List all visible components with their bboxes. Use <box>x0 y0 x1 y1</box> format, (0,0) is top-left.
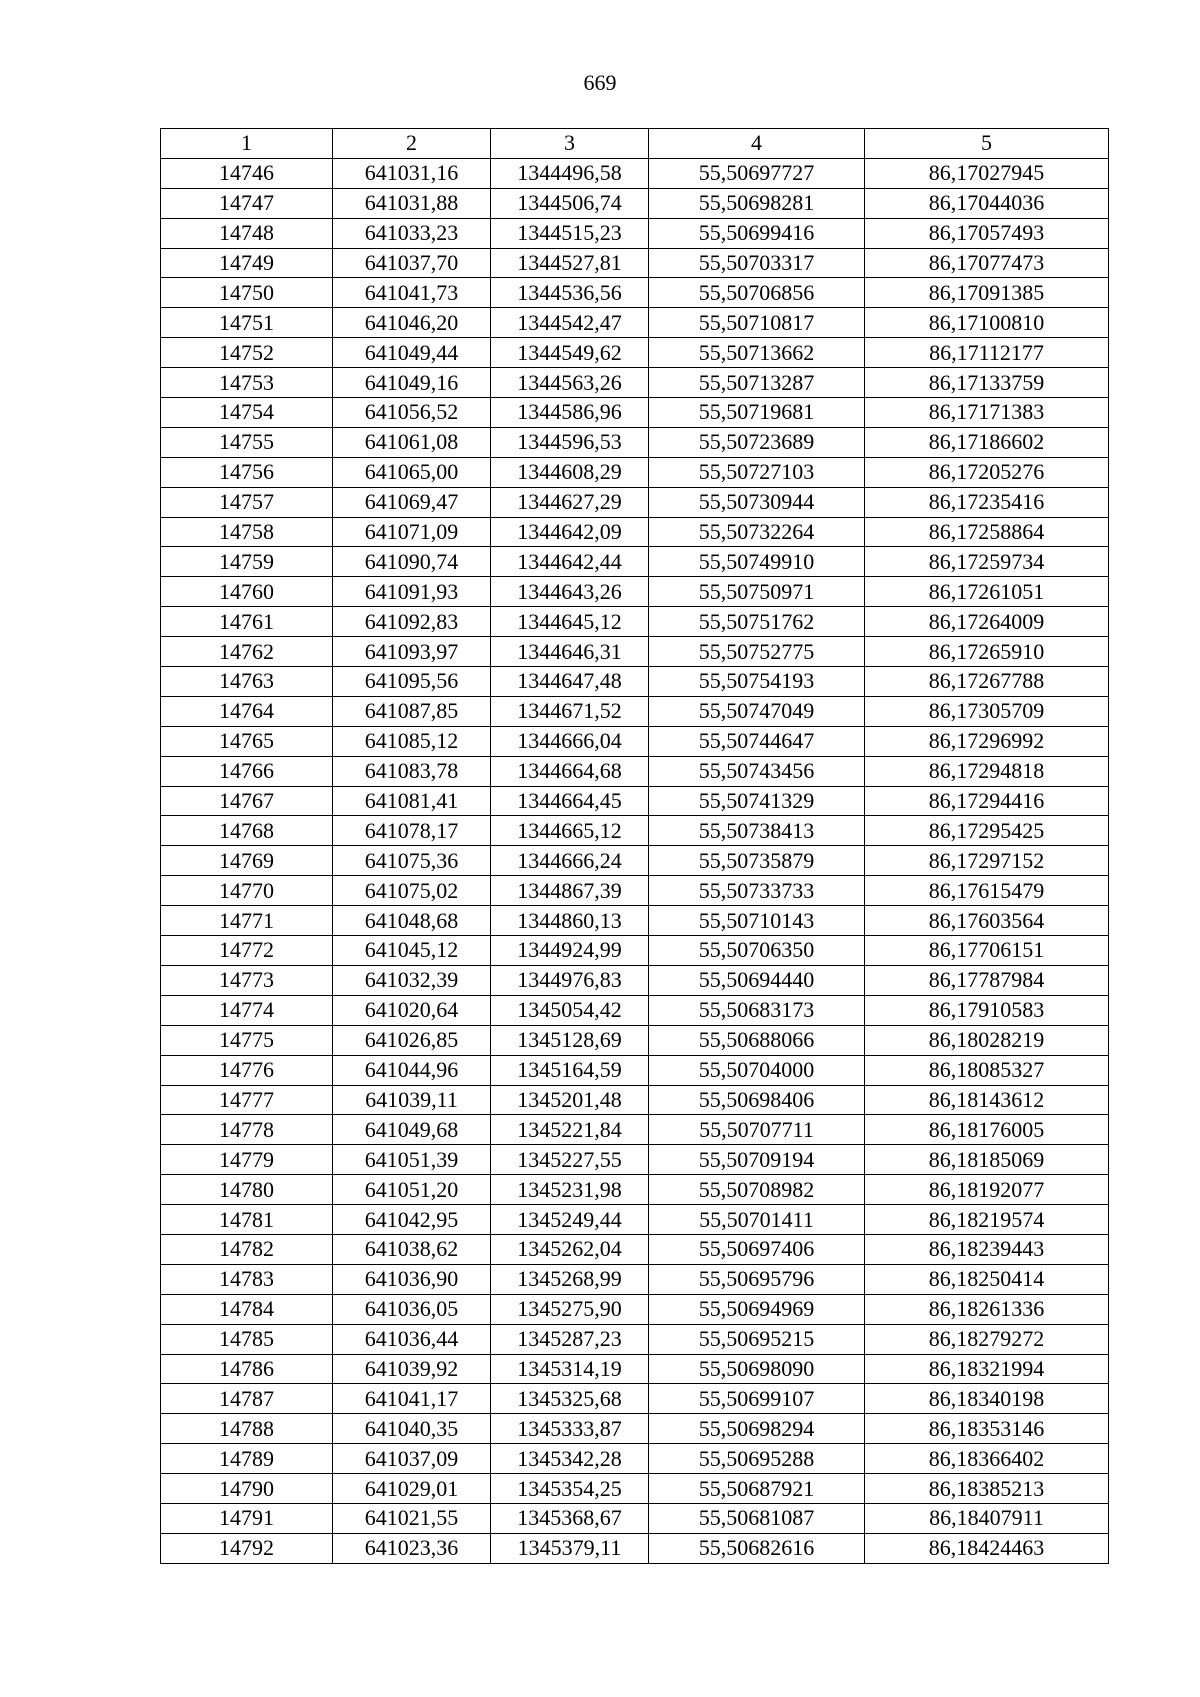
column-header-1: 1 <box>161 129 333 159</box>
longitude-cell: 86,18321994 <box>865 1354 1109 1384</box>
table-row <box>161 547 1109 577</box>
y-coordinate-cell: 1344596,53 <box>491 427 649 457</box>
latitude-cell: 55,50682616 <box>649 1533 865 1563</box>
point-number-cell: 14747 <box>161 188 333 218</box>
y-coordinate-cell: 1344924,99 <box>491 936 649 966</box>
longitude-cell: 86,17615479 <box>865 876 1109 906</box>
y-coordinate-cell: 1344643,26 <box>491 577 649 607</box>
latitude-cell: 55,50751762 <box>649 607 865 637</box>
x-coordinate-cell: 641078,17 <box>333 816 491 846</box>
y-coordinate-cell: 1345275,90 <box>491 1294 649 1324</box>
table-row <box>161 1115 1109 1145</box>
x-coordinate-cell: 641065,00 <box>333 457 491 487</box>
table-row <box>161 1444 1109 1474</box>
x-coordinate-cell: 641023,36 <box>333 1533 491 1563</box>
longitude-cell: 86,18407911 <box>865 1503 1109 1533</box>
point-number-cell: 14786 <box>161 1354 333 1384</box>
longitude-cell: 86,17787984 <box>865 965 1109 995</box>
y-coordinate-cell: 1345268,99 <box>491 1264 649 1294</box>
point-number-cell: 14756 <box>161 457 333 487</box>
table-row <box>161 1354 1109 1384</box>
column-header-4: 4 <box>649 129 865 159</box>
longitude-cell: 86,18176005 <box>865 1115 1109 1145</box>
longitude-cell: 86,17259734 <box>865 547 1109 577</box>
y-coordinate-cell: 1344860,13 <box>491 906 649 936</box>
latitude-cell: 55,50719681 <box>649 398 865 428</box>
y-coordinate-cell: 1344563,26 <box>491 368 649 398</box>
longitude-cell: 86,17294818 <box>865 756 1109 786</box>
latitude-cell: 55,50741329 <box>649 786 865 816</box>
y-coordinate-cell: 1344671,52 <box>491 696 649 726</box>
x-coordinate-cell: 641085,12 <box>333 726 491 756</box>
y-coordinate-cell: 1345368,67 <box>491 1503 649 1533</box>
longitude-cell: 86,18239443 <box>865 1234 1109 1264</box>
y-coordinate-cell: 1344647,48 <box>491 667 649 697</box>
x-coordinate-cell: 641091,93 <box>333 577 491 607</box>
point-number-cell: 14751 <box>161 308 333 338</box>
latitude-cell: 55,50694969 <box>649 1294 865 1324</box>
table-row <box>161 1503 1109 1533</box>
x-coordinate-cell: 641036,90 <box>333 1264 491 1294</box>
longitude-cell: 86,17112177 <box>865 338 1109 368</box>
latitude-cell: 55,50707711 <box>649 1115 865 1145</box>
latitude-cell: 55,50733733 <box>649 876 865 906</box>
latitude-cell: 55,50747049 <box>649 696 865 726</box>
x-coordinate-cell: 641040,35 <box>333 1414 491 1444</box>
table-row <box>161 607 1109 637</box>
table-row <box>161 1294 1109 1324</box>
x-coordinate-cell: 641031,16 <box>333 158 491 188</box>
point-number-cell: 14764 <box>161 696 333 726</box>
y-coordinate-cell: 1345221,84 <box>491 1115 649 1145</box>
y-coordinate-cell: 1345325,68 <box>491 1384 649 1414</box>
longitude-cell: 86,18250414 <box>865 1264 1109 1294</box>
longitude-cell: 86,17295425 <box>865 816 1109 846</box>
longitude-cell: 86,17296992 <box>865 726 1109 756</box>
table-row <box>161 308 1109 338</box>
table-row <box>161 577 1109 607</box>
y-coordinate-cell: 1345201,48 <box>491 1085 649 1115</box>
y-coordinate-cell: 1344542,47 <box>491 308 649 338</box>
latitude-cell: 55,50699107 <box>649 1384 865 1414</box>
longitude-cell: 86,17267788 <box>865 667 1109 697</box>
table-row <box>161 487 1109 517</box>
table-header-row <box>161 129 1109 159</box>
latitude-cell: 55,50732264 <box>649 517 865 547</box>
y-coordinate-cell: 1345314,19 <box>491 1354 649 1384</box>
longitude-cell: 86,18219574 <box>865 1205 1109 1235</box>
longitude-cell: 86,18085327 <box>865 1055 1109 1085</box>
latitude-cell: 55,50723689 <box>649 427 865 457</box>
x-coordinate-cell: 641021,55 <box>333 1503 491 1533</box>
latitude-cell: 55,50695288 <box>649 1444 865 1474</box>
table-row <box>161 1264 1109 1294</box>
x-coordinate-cell: 641038,62 <box>333 1234 491 1264</box>
longitude-cell: 86,18340198 <box>865 1384 1109 1414</box>
table-row <box>161 756 1109 786</box>
table-row <box>161 1205 1109 1235</box>
latitude-cell: 55,50730944 <box>649 487 865 517</box>
point-number-cell: 14762 <box>161 637 333 667</box>
x-coordinate-cell: 641033,23 <box>333 218 491 248</box>
point-number-cell: 14778 <box>161 1115 333 1145</box>
latitude-cell: 55,50694440 <box>649 965 865 995</box>
y-coordinate-cell: 1345342,28 <box>491 1444 649 1474</box>
y-coordinate-cell: 1345262,04 <box>491 1234 649 1264</box>
longitude-cell: 86,18143612 <box>865 1085 1109 1115</box>
point-number-cell: 14768 <box>161 816 333 846</box>
point-number-cell: 14749 <box>161 248 333 278</box>
x-coordinate-cell: 641042,95 <box>333 1205 491 1235</box>
longitude-cell: 86,17171383 <box>865 398 1109 428</box>
longitude-cell: 86,18185069 <box>865 1145 1109 1175</box>
x-coordinate-cell: 641049,44 <box>333 338 491 368</box>
point-number-cell: 14758 <box>161 517 333 547</box>
y-coordinate-cell: 1344642,09 <box>491 517 649 547</box>
y-coordinate-cell: 1344666,04 <box>491 726 649 756</box>
y-coordinate-cell: 1344608,29 <box>491 457 649 487</box>
x-coordinate-cell: 641071,09 <box>333 517 491 547</box>
latitude-cell: 55,50710817 <box>649 308 865 338</box>
table-row <box>161 1025 1109 1055</box>
latitude-cell: 55,50683173 <box>649 995 865 1025</box>
table-row <box>161 936 1109 966</box>
point-number-cell: 14752 <box>161 338 333 368</box>
latitude-cell: 55,50697727 <box>649 158 865 188</box>
point-number-cell: 14757 <box>161 487 333 517</box>
y-coordinate-cell: 1344642,44 <box>491 547 649 577</box>
table-row <box>161 188 1109 218</box>
longitude-cell: 86,18385213 <box>865 1474 1109 1504</box>
latitude-cell: 55,50701411 <box>649 1205 865 1235</box>
x-coordinate-cell: 641044,96 <box>333 1055 491 1085</box>
x-coordinate-cell: 641049,68 <box>333 1115 491 1145</box>
y-coordinate-cell: 1344867,39 <box>491 876 649 906</box>
point-number-cell: 14789 <box>161 1444 333 1474</box>
point-number-cell: 14746 <box>161 158 333 188</box>
table-body <box>161 158 1109 1563</box>
x-coordinate-cell: 641092,83 <box>333 607 491 637</box>
longitude-cell: 86,18192077 <box>865 1175 1109 1205</box>
x-coordinate-cell: 641083,78 <box>333 756 491 786</box>
point-number-cell: 14753 <box>161 368 333 398</box>
x-coordinate-cell: 641049,16 <box>333 368 491 398</box>
point-number-cell: 14767 <box>161 786 333 816</box>
table-row <box>161 816 1109 846</box>
point-number-cell: 14774 <box>161 995 333 1025</box>
table-row <box>161 637 1109 667</box>
longitude-cell: 86,17910583 <box>865 995 1109 1025</box>
y-coordinate-cell: 1344496,58 <box>491 158 649 188</box>
y-coordinate-cell: 1345231,98 <box>491 1175 649 1205</box>
longitude-cell: 86,18353146 <box>865 1414 1109 1444</box>
table-row <box>161 876 1109 906</box>
latitude-cell: 55,50727103 <box>649 457 865 487</box>
longitude-cell: 86,17258864 <box>865 517 1109 547</box>
latitude-cell: 55,50738413 <box>649 816 865 846</box>
table-row <box>161 1145 1109 1175</box>
x-coordinate-cell: 641061,08 <box>333 427 491 457</box>
longitude-cell: 86,17261051 <box>865 577 1109 607</box>
y-coordinate-cell: 1345287,23 <box>491 1324 649 1354</box>
table-row <box>161 995 1109 1025</box>
longitude-cell: 86,17027945 <box>865 158 1109 188</box>
column-header-3: 3 <box>491 129 649 159</box>
x-coordinate-cell: 641051,20 <box>333 1175 491 1205</box>
table-row <box>161 726 1109 756</box>
longitude-cell: 86,17305709 <box>865 696 1109 726</box>
table-row <box>161 368 1109 398</box>
x-coordinate-cell: 641031,88 <box>333 188 491 218</box>
x-coordinate-cell: 641056,52 <box>333 398 491 428</box>
table-row <box>161 1175 1109 1205</box>
x-coordinate-cell: 641087,85 <box>333 696 491 726</box>
latitude-cell: 55,50698090 <box>649 1354 865 1384</box>
y-coordinate-cell: 1344506,74 <box>491 188 649 218</box>
table-row <box>161 1533 1109 1563</box>
point-number-cell: 14771 <box>161 906 333 936</box>
table-row <box>161 158 1109 188</box>
y-coordinate-cell: 1345164,59 <box>491 1055 649 1085</box>
latitude-cell: 55,50698281 <box>649 188 865 218</box>
page-number: 669 <box>583 70 617 95</box>
point-number-cell: 14754 <box>161 398 333 428</box>
column-header-5: 5 <box>865 129 1109 159</box>
latitude-cell: 55,50750971 <box>649 577 865 607</box>
y-coordinate-cell: 1344664,45 <box>491 786 649 816</box>
y-coordinate-cell: 1344665,12 <box>491 816 649 846</box>
longitude-cell: 86,17100810 <box>865 308 1109 338</box>
longitude-cell: 86,18424463 <box>865 1533 1109 1563</box>
longitude-cell: 86,18279272 <box>865 1324 1109 1354</box>
latitude-cell: 55,50743456 <box>649 756 865 786</box>
latitude-cell: 55,50706856 <box>649 278 865 308</box>
latitude-cell: 55,50749910 <box>649 547 865 577</box>
point-number-cell: 14791 <box>161 1503 333 1533</box>
longitude-cell: 86,17205276 <box>865 457 1109 487</box>
point-number-cell: 14776 <box>161 1055 333 1085</box>
longitude-cell: 86,17265910 <box>865 637 1109 667</box>
table-row <box>161 846 1109 876</box>
longitude-cell: 86,17264009 <box>865 607 1109 637</box>
y-coordinate-cell: 1344515,23 <box>491 218 649 248</box>
table-row <box>161 248 1109 278</box>
y-coordinate-cell: 1345354,25 <box>491 1474 649 1504</box>
x-coordinate-cell: 641037,70 <box>333 248 491 278</box>
x-coordinate-cell: 641045,12 <box>333 936 491 966</box>
longitude-cell: 86,17044036 <box>865 188 1109 218</box>
y-coordinate-cell: 1344536,56 <box>491 278 649 308</box>
longitude-cell: 86,18028219 <box>865 1025 1109 1055</box>
table-row <box>161 398 1109 428</box>
y-coordinate-cell: 1344586,96 <box>491 398 649 428</box>
x-coordinate-cell: 641093,97 <box>333 637 491 667</box>
point-number-cell: 14790 <box>161 1474 333 1504</box>
table-row <box>161 906 1109 936</box>
latitude-cell: 55,50709194 <box>649 1145 865 1175</box>
latitude-cell: 55,50698406 <box>649 1085 865 1115</box>
latitude-cell: 55,50698294 <box>649 1414 865 1444</box>
x-coordinate-cell: 641029,01 <box>333 1474 491 1504</box>
point-number-cell: 14775 <box>161 1025 333 1055</box>
y-coordinate-cell: 1345227,55 <box>491 1145 649 1175</box>
table-row <box>161 1055 1109 1085</box>
longitude-cell: 86,17186602 <box>865 427 1109 457</box>
point-number-cell: 14779 <box>161 1145 333 1175</box>
longitude-cell: 86,18366402 <box>865 1444 1109 1474</box>
table-row <box>161 696 1109 726</box>
table-row <box>161 218 1109 248</box>
x-coordinate-cell: 641069,47 <box>333 487 491 517</box>
point-number-cell: 14766 <box>161 756 333 786</box>
x-coordinate-cell: 641036,05 <box>333 1294 491 1324</box>
table-row <box>161 278 1109 308</box>
x-coordinate-cell: 641037,09 <box>333 1444 491 1474</box>
point-number-cell: 14755 <box>161 427 333 457</box>
point-number-cell: 14770 <box>161 876 333 906</box>
latitude-cell: 55,50703317 <box>649 248 865 278</box>
y-coordinate-cell: 1344549,62 <box>491 338 649 368</box>
point-number-cell: 14777 <box>161 1085 333 1115</box>
y-coordinate-cell: 1345128,69 <box>491 1025 649 1055</box>
x-coordinate-cell: 641095,56 <box>333 667 491 697</box>
table-row <box>161 1234 1109 1264</box>
point-number-cell: 14750 <box>161 278 333 308</box>
latitude-cell: 55,50688066 <box>649 1025 865 1055</box>
x-coordinate-cell: 641081,41 <box>333 786 491 816</box>
point-number-cell: 14780 <box>161 1175 333 1205</box>
x-coordinate-cell: 641051,39 <box>333 1145 491 1175</box>
longitude-cell: 86,17091385 <box>865 278 1109 308</box>
x-coordinate-cell: 641090,74 <box>333 547 491 577</box>
point-number-cell: 14763 <box>161 667 333 697</box>
latitude-cell: 55,50744647 <box>649 726 865 756</box>
point-number-cell: 14785 <box>161 1324 333 1354</box>
table-row <box>161 427 1109 457</box>
point-number-cell: 14788 <box>161 1414 333 1444</box>
latitude-cell: 55,50681087 <box>649 1503 865 1533</box>
latitude-cell: 55,50754193 <box>649 667 865 697</box>
latitude-cell: 55,50735879 <box>649 846 865 876</box>
y-coordinate-cell: 1344664,68 <box>491 756 649 786</box>
point-number-cell: 14782 <box>161 1234 333 1264</box>
column-header-2: 2 <box>333 129 491 159</box>
longitude-cell: 86,17077473 <box>865 248 1109 278</box>
point-number-cell: 14761 <box>161 607 333 637</box>
longitude-cell: 86,17235416 <box>865 487 1109 517</box>
x-coordinate-cell: 641020,64 <box>333 995 491 1025</box>
latitude-cell: 55,50708982 <box>649 1175 865 1205</box>
y-coordinate-cell: 1345379,11 <box>491 1533 649 1563</box>
latitude-cell: 55,50695215 <box>649 1324 865 1354</box>
longitude-cell: 86,17297152 <box>865 846 1109 876</box>
x-coordinate-cell: 641039,11 <box>333 1085 491 1115</box>
table-row <box>161 786 1109 816</box>
latitude-cell: 55,50687921 <box>649 1474 865 1504</box>
table-row <box>161 1384 1109 1414</box>
y-coordinate-cell: 1344627,29 <box>491 487 649 517</box>
latitude-cell: 55,50713662 <box>649 338 865 368</box>
y-coordinate-cell: 1345333,87 <box>491 1414 649 1444</box>
latitude-cell: 55,50752775 <box>649 637 865 667</box>
table-row <box>161 1414 1109 1444</box>
point-number-cell: 14769 <box>161 846 333 876</box>
x-coordinate-cell: 641041,17 <box>333 1384 491 1414</box>
x-coordinate-cell: 641039,92 <box>333 1354 491 1384</box>
x-coordinate-cell: 641075,02 <box>333 876 491 906</box>
longitude-cell: 86,17057493 <box>865 218 1109 248</box>
point-number-cell: 14765 <box>161 726 333 756</box>
longitude-cell: 86,17706151 <box>865 936 1109 966</box>
x-coordinate-cell: 641036,44 <box>333 1324 491 1354</box>
table-row <box>161 457 1109 487</box>
y-coordinate-cell: 1344527,81 <box>491 248 649 278</box>
point-number-cell: 14760 <box>161 577 333 607</box>
x-coordinate-cell: 641046,20 <box>333 308 491 338</box>
point-number-cell: 14792 <box>161 1533 333 1563</box>
point-number-cell: 14783 <box>161 1264 333 1294</box>
table-row <box>161 1085 1109 1115</box>
latitude-cell: 55,50713287 <box>649 368 865 398</box>
point-number-cell: 14773 <box>161 965 333 995</box>
latitude-cell: 55,50699416 <box>649 218 865 248</box>
point-number-cell: 14784 <box>161 1294 333 1324</box>
table-row <box>161 517 1109 547</box>
point-number-cell: 14787 <box>161 1384 333 1414</box>
x-coordinate-cell: 641048,68 <box>333 906 491 936</box>
point-number-cell: 14772 <box>161 936 333 966</box>
table-row <box>161 1474 1109 1504</box>
latitude-cell: 55,50697406 <box>649 1234 865 1264</box>
point-number-cell: 14759 <box>161 547 333 577</box>
x-coordinate-cell: 641026,85 <box>333 1025 491 1055</box>
y-coordinate-cell: 1345054,42 <box>491 995 649 1025</box>
table-row <box>161 965 1109 995</box>
table-row <box>161 338 1109 368</box>
table-row <box>161 1324 1109 1354</box>
latitude-cell: 55,50704000 <box>649 1055 865 1085</box>
x-coordinate-cell: 641041,73 <box>333 278 491 308</box>
table-row <box>161 667 1109 697</box>
latitude-cell: 55,50710143 <box>649 906 865 936</box>
point-number-cell: 14748 <box>161 218 333 248</box>
y-coordinate-cell: 1344645,12 <box>491 607 649 637</box>
longitude-cell: 86,18261336 <box>865 1294 1109 1324</box>
y-coordinate-cell: 1344646,31 <box>491 637 649 667</box>
x-coordinate-cell: 641075,36 <box>333 846 491 876</box>
longitude-cell: 86,17133759 <box>865 368 1109 398</box>
y-coordinate-cell: 1344976,83 <box>491 965 649 995</box>
longitude-cell: 86,17294416 <box>865 786 1109 816</box>
y-coordinate-cell: 1344666,24 <box>491 846 649 876</box>
longitude-cell: 86,17603564 <box>865 906 1109 936</box>
x-coordinate-cell: 641032,39 <box>333 965 491 995</box>
latitude-cell: 55,50695796 <box>649 1264 865 1294</box>
y-coordinate-cell: 1345249,44 <box>491 1205 649 1235</box>
point-number-cell: 14781 <box>161 1205 333 1235</box>
latitude-cell: 55,50706350 <box>649 936 865 966</box>
coordinates-table <box>160 128 1109 1564</box>
